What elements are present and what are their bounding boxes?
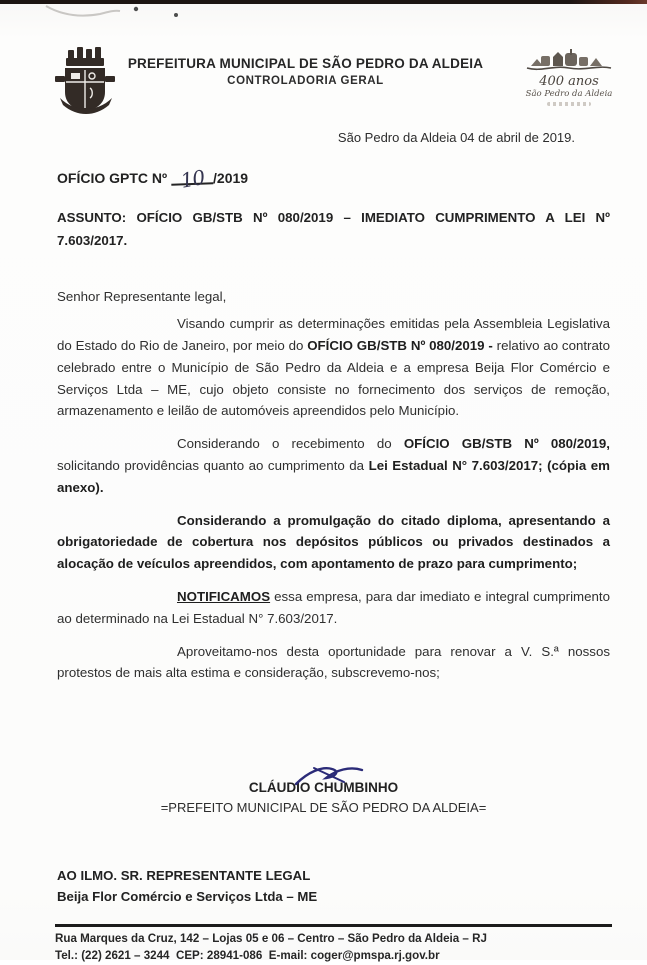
signatory-title: =PREFEITO MUNICIPAL DE SÃO PEDRO DA ALDEIA= <box>160 800 487 816</box>
body-paragraph: Visando cumprir as determinações emitidas pela Assembleia Legislativa do Estado do Rio de Janeiro, por meio do OFÍCIO GB/STB Nº 080/2019 - relativo ao contrato celebrado entre o Município de São Pedro da Aldeia e a empresa Beija Flor Comércio e Serviços Ltda – ME, cujo objeto consiste no fornecimento dos serviços de remoção, armazenamento e leilão de automóveis apreendidos pelo Município. <box>57 316 610 419</box>
footer-address: Rua Marques da Cruz, 142 – Lojas 05 e 06 – Centro – São Pedro da Aldeia – RJ <box>55 932 487 946</box>
body-paragraph: NOTIFICAMOS essa empresa, para dar imediato e integral cumprimento ao determinado na Lei Estadual N° 7.603/2017. <box>57 588 610 626</box>
handwritten-signature <box>292 764 368 790</box>
addressee-role: AO ILMO. SR. REPRESENTANTE LEGAL <box>57 868 311 884</box>
handwritten-number: 10 <box>179 165 207 193</box>
reference-line <box>57 164 647 193</box>
body-paragraph: Aproveitamo-nos desta oportunidade para renovar a V. S.ª nossos protestos de mais alta estima e consideração, subscrevemo-nos; <box>57 643 610 681</box>
reference-suffix: /2019 <box>213 170 249 186</box>
date-line: São Pedro da Aldeia 04 de abril de 2019. <box>337 130 575 145</box>
signature-block <box>0 764 647 815</box>
reference-prefix: OFÍCIO GPTC Nº <box>57 170 168 186</box>
pencil-scribble-mark <box>8 2 188 24</box>
salutation: Senhor Representante legal, <box>57 289 227 305</box>
org-name: PREFEITURA MUNICIPAL DE SÃO PEDRO DA ALDEIA <box>127 56 484 71</box>
subject-line: ASSUNTO: OFÍCIO GB/STB Nº 080/2019 – IMEDIATO CUMPRIMENTO A LEI Nº 7.603/2017. <box>57 210 610 248</box>
anniversary-logo <box>519 46 619 106</box>
footer-contact: Tel.: (22) 2621 – 3244 CEP: 28941-086 E-mail: coger@pmspa.rj.gov.br <box>55 949 440 963</box>
handwritten-number-slot <box>171 162 214 193</box>
letterhead-text <box>120 44 519 87</box>
anniversary-fine-print <box>547 102 591 106</box>
footer <box>55 924 612 965</box>
addressee-block <box>57 865 647 907</box>
coat-of-arms-logo <box>52 44 120 120</box>
body-paragraph: Considerando a promulgação do citado diploma, apresentando a obrigatoriedade de cobertura nos depósitos públicos ou privados destinados a alocação de veículos apreendidos, com apontamento de prazo para cumprimento; <box>57 512 610 572</box>
body-paragraph: Considerando o recebimento do OFÍCIO GB/STB Nº 080/2019, solicitando providências quanto ao cumprimento da Lei Estadual N° 7.603/2017; (cópia em anexo). <box>57 436 610 495</box>
anniversary-skyline-icon <box>525 46 613 72</box>
anniversary-city-label: São Pedro da Aldeia <box>525 89 613 99</box>
anniversary-years-label: 400 anos <box>539 74 599 89</box>
letter-body <box>57 313 610 684</box>
department-name: CONTROLADORIA GERAL <box>227 75 384 87</box>
signatory-name: CLÁUDIO CHUMBINHO <box>248 780 399 796</box>
addressee-company: Beija Flor Comércio e Serviços Ltda – ME <box>57 889 318 905</box>
